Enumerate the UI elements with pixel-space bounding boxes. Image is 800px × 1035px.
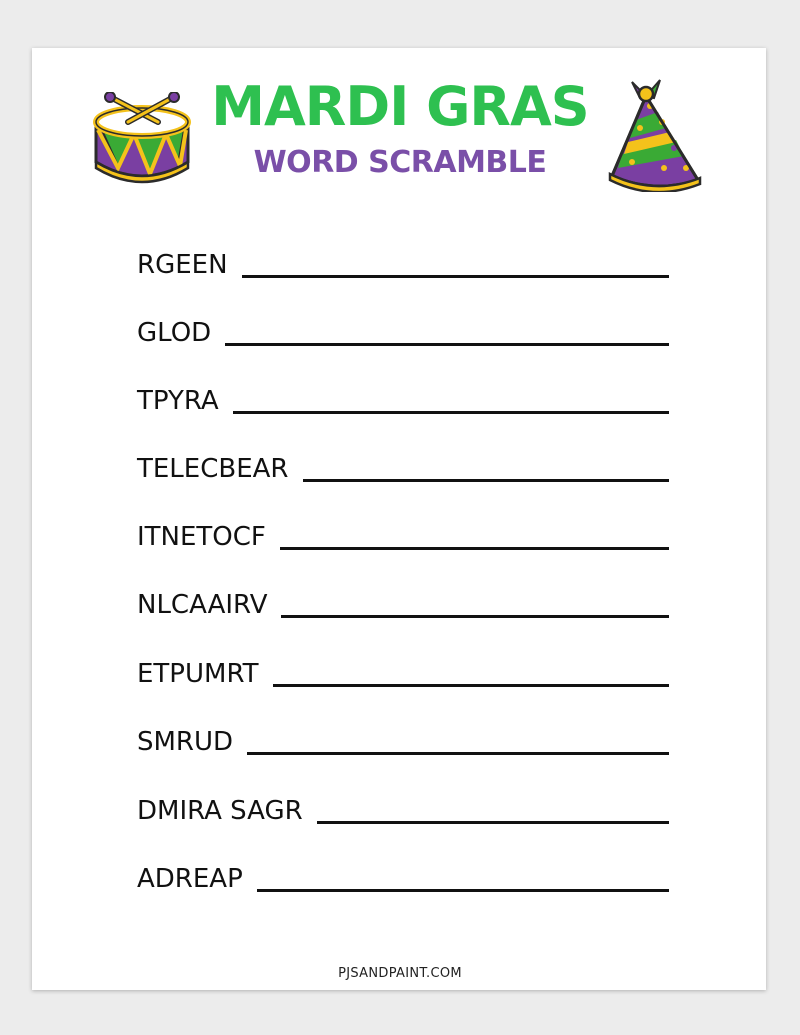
scramble-row — [137, 786, 669, 826]
answer-line[interactable] — [281, 615, 669, 618]
scrambled-word: TPYRA — [137, 386, 219, 416]
scramble-row — [137, 649, 669, 689]
answer-line[interactable] — [303, 479, 670, 482]
answer-line[interactable] — [242, 275, 669, 278]
scramble-row — [137, 444, 669, 484]
scramble-row — [137, 512, 669, 552]
scrambled-word: ADREAP — [137, 864, 243, 894]
scrambled-word: ETPUMRT — [137, 659, 259, 689]
answer-line[interactable] — [233, 411, 669, 414]
scramble-row — [137, 376, 669, 416]
page-title: MARDI GRAS — [211, 75, 589, 138]
scrambled-word: NLCAAIRV — [137, 590, 268, 620]
scramble-row — [137, 308, 669, 348]
footer-credit: PJSANDPAINT.COM — [338, 966, 462, 981]
scrambled-word: RGEEN — [137, 250, 228, 280]
scramble-row — [137, 580, 669, 620]
answer-line[interactable] — [225, 343, 669, 346]
page-subtitle: WORD SCRAMBLE — [253, 145, 547, 180]
scramble-row — [137, 717, 669, 757]
answer-line[interactable] — [247, 752, 669, 755]
scrambled-word: ITNETOCF — [137, 522, 266, 552]
answer-line[interactable] — [280, 547, 669, 550]
answer-line[interactable] — [273, 684, 669, 687]
scramble-row — [137, 854, 669, 894]
answer-line[interactable] — [257, 889, 669, 892]
scrambled-word: SMRUD — [137, 727, 234, 757]
scrambled-word: TELECBEAR — [137, 454, 289, 484]
scrambled-word: GLOD — [137, 318, 212, 348]
scramble-row — [137, 240, 669, 280]
scrambled-word: DMIRA SAGR — [137, 796, 303, 826]
answer-line[interactable] — [317, 821, 669, 824]
